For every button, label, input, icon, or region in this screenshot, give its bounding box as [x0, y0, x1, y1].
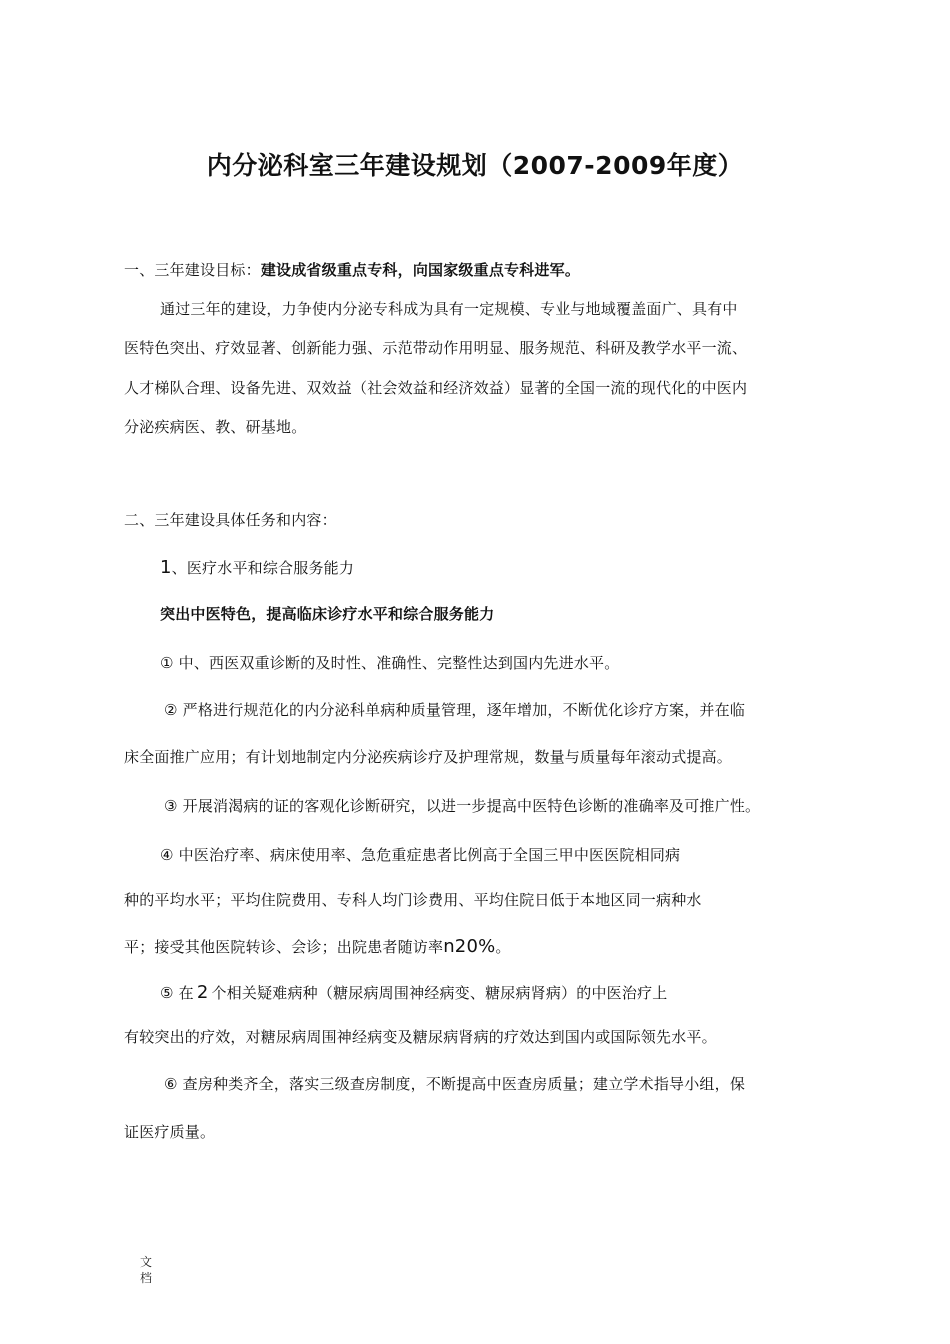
- item-5-line-1-a: ⑤ 在: [160, 984, 194, 1002]
- item-4-line-1: ④ 中医治疗率、病床使用率、急危重症患者比例高于全国三甲中医医院相同病: [160, 846, 681, 864]
- item-4-line-3-text: 平；接受其他医院转诊、会诊；出院患者随访率: [124, 938, 444, 956]
- section1-heading-prefix: 一、三年建设目标：: [124, 261, 261, 279]
- subsection1-heading: [160, 558, 354, 578]
- item-4-line-3-end: 。: [495, 938, 511, 956]
- item-6-line-2: 证医疗质量。: [124, 1123, 216, 1141]
- item-5-line-2: 有较突出的疗效，对糖尿病周围神经病变及糖尿病肾病的疗效达到国内或国际领先水平。: [124, 1028, 717, 1046]
- document-title: 内分泌科室三年建设规划（2007-2009年度）: [206, 151, 744, 180]
- item-5-line-1-b: 个相关疑难病种（糖尿病周围神经病变、糖尿病肾病）的中医治疗上: [211, 984, 668, 1002]
- item-5-number: 2: [196, 982, 209, 1003]
- item-6-line-1: ⑥ 查房种类齐全，落实三级查房制度，不断提高中医查房质量；建立学术指导小组，保: [164, 1075, 746, 1093]
- section1-para-line-4: 分泌疾病医、教、研基地。: [124, 418, 307, 436]
- section1-para-line-1: 通过三年的建设，力争使内分泌专科成为具有一定规模、专业与地域覆盖面广、具有中: [160, 300, 738, 318]
- follow-up-rate-value: n20%: [443, 936, 496, 957]
- subsection1-number: 1: [160, 557, 172, 578]
- item-2-line-1: ② 严格进行规范化的内分泌科单病种质量管理，逐年增加，不断优化诊疗方案，并在临: [164, 701, 746, 719]
- item-4-line-2: 种的平均水平；平均住院费用、专科人均门诊费用、平均住院日低于本地区同一病种水: [124, 891, 702, 909]
- section2-heading: 二、三年建设具体任务和内容：: [124, 511, 337, 529]
- footer-label: 文档: [140, 1255, 153, 1285]
- section1-para-line-2: 医特色突出、疗效显著、创新能力强、示范带动作用明显、服务规范、科研及教学水平一流、: [124, 339, 748, 357]
- section1-goal: 建设成省级重点专科，向国家级重点专科进军。: [260, 261, 581, 279]
- subsection1-label: 、医疗水平和综合服务能力: [171, 559, 355, 577]
- item-2-line-2: 床全面推广应用；有计划地制定内分泌疾病诊疗及护理常规，数量与质量每年滚动式提高。: [124, 748, 733, 766]
- item-5-line-1: [160, 983, 668, 1003]
- subsection1-bold-heading: 突出中医特色，提高临床诊疗水平和综合服务能力: [160, 605, 495, 623]
- section1-heading: [124, 260, 580, 280]
- section1-para-line-3: 人才梯队合理、设备先进、双效益（社会效益和经济效益）显著的全国一流的现代化的中医内: [124, 379, 748, 397]
- item-1: ① 中、西医双重诊断的及时性、准确性、完整性达到国内先进水平。: [160, 654, 620, 672]
- item-4-line-3: [124, 937, 511, 957]
- item-3: ③ 开展消渴病的证的客观化诊断研究，以进一步提高中医特色诊断的准确率及可推广性。: [164, 797, 761, 815]
